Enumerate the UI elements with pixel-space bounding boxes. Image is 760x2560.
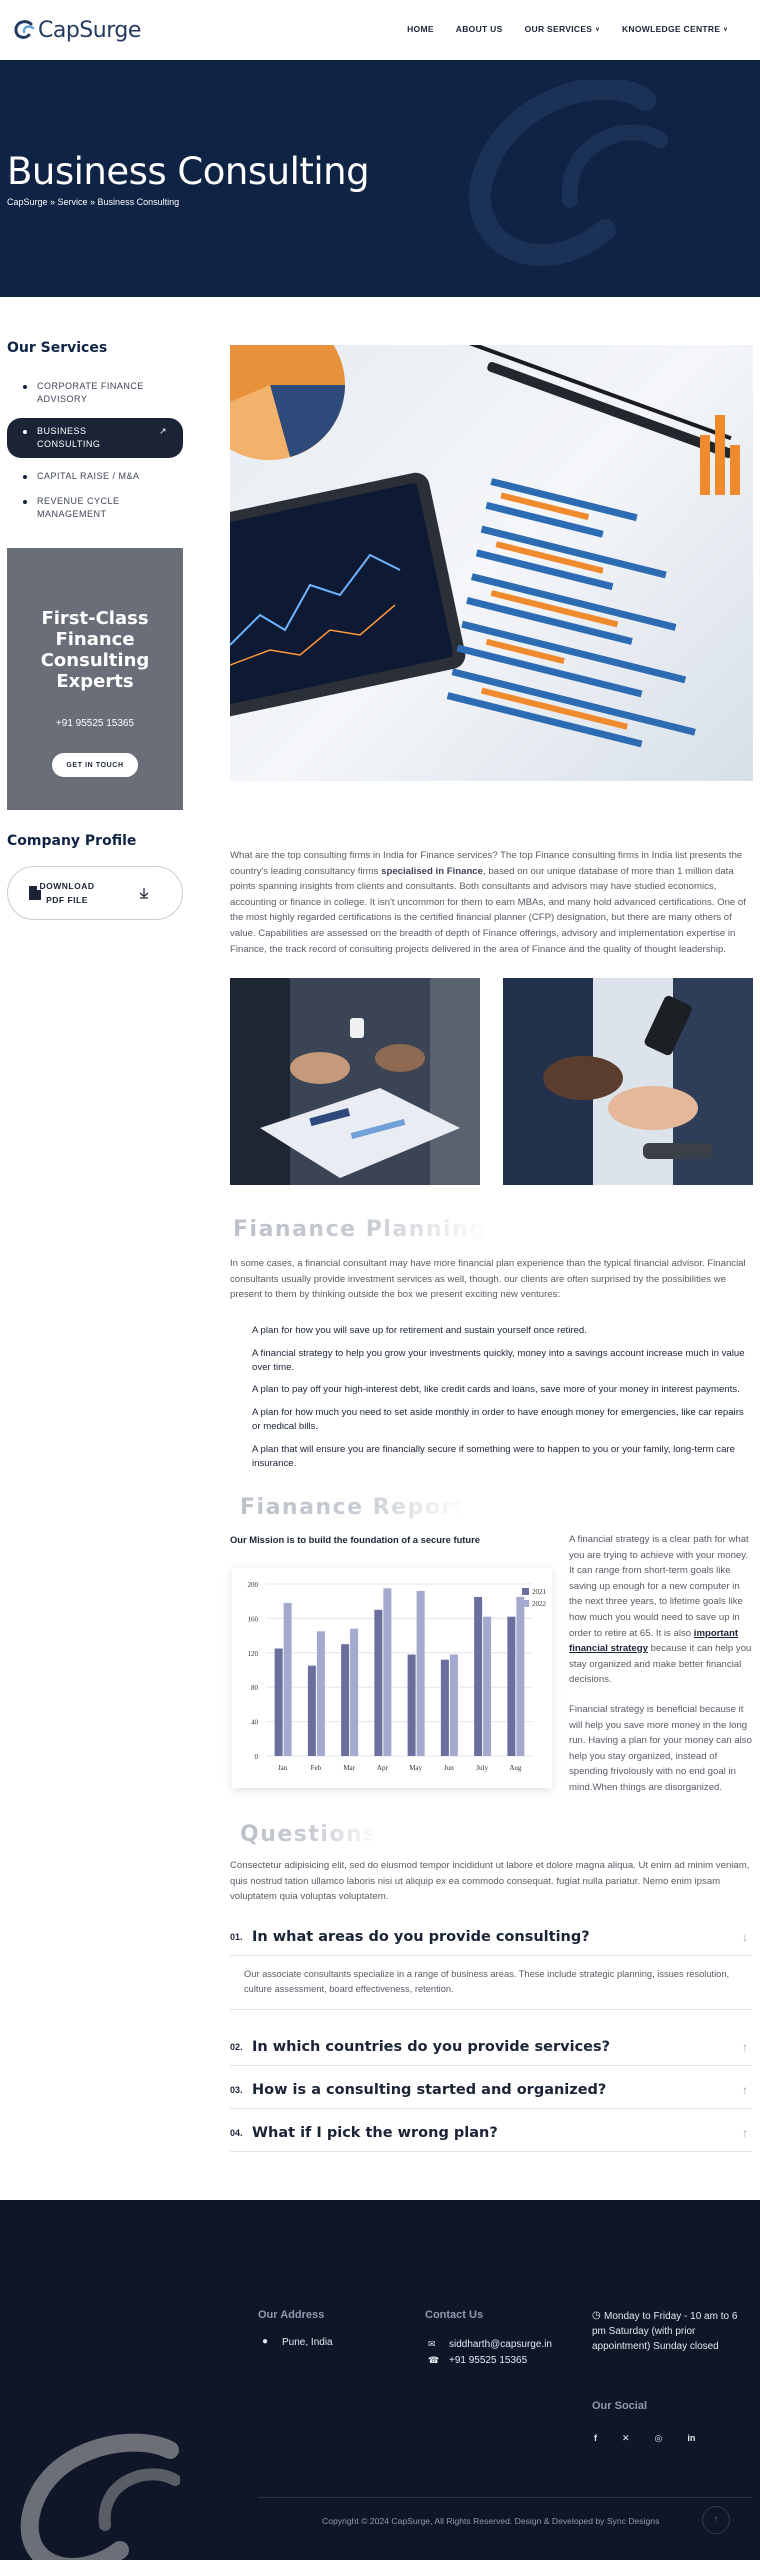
bar-2022-Mar [350,1629,358,1756]
y-tick-label: 160 [247,1615,258,1624]
copyright-text: Copyright © 2024 CapSurge, All Rights Reserved. Design & Developed by Sync Designs [322,2516,660,2526]
hero-image-financial-charts [230,345,753,781]
bar-2021-Aug [507,1617,515,1756]
footer-watermark-logo-icon [10,2430,180,2560]
clock-icon: ◷ [592,2310,601,2321]
faq-answer-1: Our associate consultants specialize in a range of business areas. These include strategic planning, issues resolution, culture assessment, board effectiveness, retention. [230,1956,752,2010]
finance-report-title: Fianance Report [240,1495,466,1520]
bar-chart-card [232,1568,552,1788]
bullet-icon [23,430,27,434]
faq-item-3 [230,2071,752,2109]
x-tick-label: Feb [310,1764,322,1772]
report-paragraph-1: A financial strategy is a clear path for what you are trying to achieve with your money. It can range from short-term goals like saving up enough for a new computer in the next three years, to lifetime goals like how much you would need to save up in order to retire at 65. It is also important financial strategy because it can help you stay organized and make better financial decisions. [569,1534,752,1686]
arrow-up-icon: ↑ [742,2039,748,2054]
finance-planning-title: Fianance Planning [233,1217,487,1242]
y-tick-label: 40 [251,1718,258,1727]
faq-question-1[interactable]: 01. In what areas do you provide consulting? ↓ [230,1918,752,1956]
social-links [594,2431,695,2445]
planning-paragraph: In some cases, a financial consultant may have more financial plan experience than the typical financial advisor. Financial consultants usually provide investment services as well, though. our clients are often surprised by the possibilities we present to them by thinking outside the box we present exciting new ventures: [230,1258,746,1301]
nav-our-services[interactable]: OUR SERVICES ∨ [524,24,600,34]
download-icon [138,887,150,899]
faq-question-3[interactable]: 03. How is a consulting started and organized? ↑ [230,2071,752,2109]
bar-2021-Apr [374,1610,382,1756]
x-tick-label: Mar [343,1764,355,1772]
nav-about-us[interactable]: ABOUT US [455,24,503,34]
service-item-business-consulting[interactable]: BUSINESS CONSULTING ↗ [7,418,183,458]
faq-item-2 [230,2028,752,2066]
x-tick-label: Jan [277,1764,288,1772]
hero-banner [0,60,760,297]
list-item: A plan for how you will save up for retirement and sustain yourself once retired. [252,1325,587,1336]
planning-bullet-list [252,1324,752,1479]
phone-icon: ☎ [428,2355,440,2365]
scroll-to-top-button[interactable] [702,2506,730,2534]
breadcrumb[interactable]: CapSurge » Service » Business Consulting [7,197,180,207]
cta-card [7,548,183,810]
arrow-down-icon: ↓ [742,1929,748,1944]
hero-watermark-logo-icon [455,80,675,280]
social-heading: Our Social [592,2400,648,2412]
address-text: Pune, India [282,2337,333,2348]
team-meeting-image [230,978,480,1185]
site-footer [0,2200,760,2560]
bar-2022-Feb [317,1631,325,1756]
bar-2022-Jun [450,1655,458,1756]
list-item: A financial strategy to help you grow your investments quickly, money into a savings account increase much in value over time. [252,1347,745,1373]
contact-phone[interactable]: +91 95525 15365 [449,2355,528,2366]
bar-2021-Jun [441,1660,449,1756]
intro-paragraph: What are the top consulting firms in India for Finance services? The top Finance consulting firms in India list presents the country's leading consultancy firms specialised in Finance, based on our unique database of more than 1 million data points spanning insights from clients and consultants. Both consultants and advisors may have studied economics, accounting or finance in college. It isn't uncommon for them to earn MBAs, and many hold advanced certifications. One of the most highly regarded certifications is the certified financial planner (CFP) designation, but there are many others of value. Capabilities are assessed on the breadth of depth of Finance offerings, advisory and implementation expertise in Finance, the track record of consulting projects delivered in the area of Finance and the quality of thought leadership. [230,850,746,955]
legend-label: 2022 [532,1600,546,1608]
legend-swatch-2022 [522,1600,529,1607]
sidebar [7,340,183,527]
bullet-icon [23,500,27,504]
x-tick-label: May [409,1764,423,1772]
x-tick-label: Jun [444,1764,454,1772]
service-item-corporate-finance[interactable]: CORPORATE FINANCE ADVISORY [7,374,183,412]
contact-heading: Contact Us [425,2309,484,2321]
bar-2021-July [474,1597,482,1756]
service-item-revenue-cycle[interactable]: REVENUE CYCLE MANAGEMENT [7,489,183,527]
logo-icon [12,18,36,42]
bar-chart [232,1568,552,1788]
arrow-up-icon: ↑ [742,2082,748,2097]
download-pdf-button[interactable] [7,866,183,920]
faq-item-4 [230,2114,752,2152]
arrow-up-icon: ↑ [713,2514,719,2525]
x-tick-label: Aug [509,1764,522,1772]
cta-phone[interactable]: +91 95525 15365 [55,718,135,729]
y-tick-label: 120 [247,1649,258,1658]
report-paragraph-2: Financial strategy is beneficial because it will help you save more money in the long run. Having a plan for your money can also help you stay organized, instead of spending frivolously with no end goal in mind.When things are disorganized. [569,1704,752,1793]
bar-2022-Apr [383,1588,391,1756]
address-heading: Our Address [258,2309,325,2321]
linkedin-icon[interactable]: in [687,2433,696,2443]
handshake-phone-image [503,978,753,1185]
company-profile-heading: Company Profile [7,833,137,849]
list-item: A plan that will ensure you are financially secure if something were to happen to you or your family, long-term care insurance. [252,1443,735,1469]
list-item: A plan to pay off your high-interest debt, like credit cards and loans, save more of your money in interest payments. [252,1384,740,1396]
logo-text: CapSurge [38,17,141,43]
footer-divider [258,2497,752,2498]
bullet-icon [23,385,27,389]
arrow-up-icon: ↑ [742,2125,748,2140]
questions-intro: Consectetur adipisicing elit, sed do eiusmod tempor incididunt ut labore et dolore magna aliqua. Ut enim ad minim veniam, quis nostrud tation ullamco laboris nisi ut aliquip ex ea commodo consequat. fugiat nulla pariatur. Nemo enim ipsam voluptatem quia voluptas voluptatem. [230,1860,750,1903]
faq-question-4[interactable]: 04. What if I pick the wrong plan? ↑ [230,2114,752,2152]
questions-title: Questions [240,1822,378,1847]
legend-label: 2021 [532,1588,546,1596]
bar-2022-Jan [284,1603,292,1756]
instagram-icon[interactable]: ◎ [654,2433,663,2443]
bar-2021-Jan [275,1649,283,1757]
chevron-down-icon: ∨ [595,26,600,33]
mission-statement: Our Mission is to build the foundation of a secure future [230,1534,481,1545]
main-nav [407,24,728,34]
contact-email[interactable]: siddharth@capsurge.in [449,2339,552,2350]
bar-2022-July [483,1617,491,1756]
site-header [0,0,760,60]
bar-2022-Aug [516,1597,524,1756]
nav-knowledge-centre[interactable]: KNOWLEDGE CENTRE ∨ [621,24,728,34]
pdf-file-icon [28,885,42,901]
page-title: Business Consulting [7,150,370,193]
business-hours: Monday to Friday - 10 am to 6 pm Saturday (with prior appointment) Sunday closed [592,2311,738,2352]
services-list [7,374,183,527]
bar-2021-Feb [308,1666,316,1756]
services-heading: Our Services [7,340,108,356]
y-tick-label: 200 [247,1581,258,1589]
logo[interactable] [12,14,141,46]
faq-item-1 [230,1918,752,2010]
chevron-down-icon: ∨ [723,26,728,33]
bar-2021-Mar [341,1644,349,1756]
y-tick-label: 80 [251,1684,258,1693]
location-pin-icon: ● [262,2336,269,2347]
x-tick-label: July [476,1764,488,1772]
facebook-icon[interactable]: f [594,2433,597,2443]
important-financial-strategy-link[interactable]: important financial strategy [569,1627,739,1655]
x-icon[interactable]: ✕ [622,2433,630,2443]
list-item: A plan for how much you need to set aside monthly in order to have enough money for emergencies, like car repairs or medical bills. [252,1407,744,1432]
cta-title: First-Class Finance Consulting Experts [40,608,150,692]
faq-question-2[interactable]: 02. In which countries do you provide services? ↑ [230,2028,752,2066]
mail-icon: ✉ [428,2339,436,2349]
get-in-touch-button[interactable]: GET IN TOUCH [52,753,138,777]
arrow-up-right-icon: ↗ [158,426,167,436]
bar-2021-May [408,1655,416,1756]
x-tick-label: Apr [376,1764,388,1772]
nav-home[interactable]: HOME [407,24,434,34]
bullet-icon [23,475,27,479]
service-item-capital-raise[interactable]: CAPITAL RAISE / M&A [7,464,183,489]
download-label: DOWNLOAD PDF FILE [39,881,95,905]
bar-2022-May [417,1591,425,1756]
legend-swatch-2021 [522,1588,529,1595]
y-tick-label: 0 [254,1753,258,1761]
